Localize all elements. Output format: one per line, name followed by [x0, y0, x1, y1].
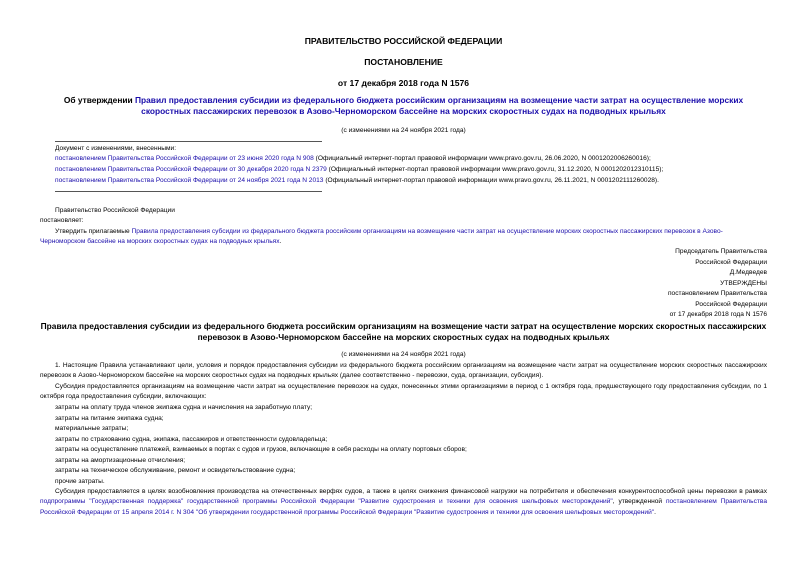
decree-304-link[interactable]: постановлением Правительства Российской Федерации от 15 апреля 2014 г. N 304 "Об утверждении государственной программы Российской Федерации "Развитие судостроения и техники для освоения шельфовых месторождений"	[40, 498, 767, 516]
p3-text-b: , утвержденной	[612, 498, 666, 506]
cost-list-item: затраты на питание экипажа судна;	[55, 415, 164, 422]
cost-list-item: затраты на техническое обслуживание, ремонт и освидетельствование судна;	[55, 467, 296, 474]
document-date: от 17 декабря 2018 года N 1576	[337, 78, 470, 88]
rules-paragraph-3	[40, 487, 767, 518]
amendment-link-1[interactable]: постановлением Правительства Российской Федерации от 23 июня 2020 года N 908	[55, 155, 314, 162]
signature-position: Председатель Правительства	[675, 248, 767, 255]
amendment-link-2[interactable]: постановлением Правительства Российской Федерации от 30 декабря 2020 года N 2379	[55, 166, 327, 173]
amendment-link-3[interactable]: постановлением Правительства Российской Федерации от 24 ноября 2021 года N 2013	[55, 177, 324, 184]
approve-suffix: .	[279, 238, 282, 246]
signature-country: Российской Федерации	[695, 259, 767, 266]
resolution-approve	[40, 227, 767, 248]
cost-list-item: затраты на оплату труда членов экипажа судна и начисления на заработную плату;	[55, 404, 313, 411]
changes-item	[55, 176, 659, 186]
approval-country: Российской Федерации	[695, 301, 767, 308]
cost-list-item: затраты на осуществление платежей, взимаемых в портах с судов и грузов, включающие в себя расходы на оплату портовых сборов;	[55, 446, 467, 453]
resolution-issuer: Правительство Российской Федерации	[55, 207, 175, 214]
document-title	[40, 95, 767, 117]
divider-top	[55, 141, 322, 142]
changes-intro: Документ с изменениями, внесенными:	[55, 145, 177, 152]
rules-paragraph-1: 1. Настоящие Правила устанавливают цели, условия и порядок предоставления субсидии из федерального бюджета российским организациям на возмещение части затрат на осуществление морских скоростных пассажирских перевозок в Азово-Черноморском бассейне на морских скоростных судах на подводных крыльях (далее соответственно - перевозки, суда, организации, субсидия).	[40, 362, 767, 380]
document-type: ПОСТАНОВЛЕНИЕ	[364, 57, 443, 67]
title-prefix: Об утверждении	[63, 95, 136, 105]
government-heading: ПРАВИТЕЛЬСТВО РОССИЙСКОЙ ФЕДЕРАЦИИ	[304, 36, 503, 46]
changes-item	[55, 154, 651, 164]
p3-text-a: Субсидия предоставляется в целях возобновления производства на отечественных верфях судов, а также в целях снижения финансовой нагрузки на потребителя и обеспечения конкурентоспособной цены перевозки в рамках	[55, 488, 767, 495]
approve-prefix: Утвердить прилагаемые	[55, 228, 132, 235]
approval-heading: УТВЕРЖДЕНЫ	[720, 280, 767, 287]
amendment-source-1: (Официальный интернет-портал правовой информации www.pravo.gov.ru, 26.06.2020, N 0001202006260016);	[313, 155, 651, 162]
divider-bottom	[55, 191, 322, 192]
amendments-note: (с изменениями на 24 ноября 2021 года)	[341, 127, 466, 134]
changes-item	[55, 165, 663, 175]
cost-list-item: затраты по страхованию судна, экипажа, пассажиров и ответственности судовладельца;	[55, 436, 328, 443]
signature-name: Д.Медведев	[729, 269, 767, 276]
subprogram-link[interactable]: подпрограммы "Государственная поддержка" государственной программы Российской Федерации "Развитие судостроения и техники для освоения шельфовых месторождений"	[40, 498, 613, 506]
rules-paragraph-2: Субсидия предоставляется организациям на возмещение части затрат на осуществление перевозок на судах, понесенных этими организациями в период с 1 октября года, предшествующего году предоставления субсидии, по 1 октября года предоставления субсидии, включающих:	[40, 383, 767, 401]
title-rules-link[interactable]: Правил предоставления субсидии из федерального бюджета российским организациям на возмещение части затрат на осуществление морских скоростных пассажирских перевозок в Азово-Черноморском бассейне на морских скоростных судах на подводных крыльях	[135, 95, 744, 116]
rules-amendments-note: (с изменениями на 24 ноября 2021 года)	[341, 351, 466, 358]
cost-list-item: прочие затраты.	[55, 478, 105, 485]
rules-title: Правила предоставления субсидии из федерального бюджета российским организациям на возмещение части затрат на осуществление морских скоростных пассажирских перевозок в Азово-Черноморском бассейне на морских скоростных судах на подводных крыльях	[40, 321, 767, 342]
resolution-decrees: постановляет:	[40, 217, 84, 224]
p3-text-c: .	[654, 508, 656, 516]
amendment-source-3: (Официальный интернет-портал правовой информации www.pravo.gov.ru, 26.11.2021, N 0001202111260028).	[323, 177, 659, 184]
approve-rules-link[interactable]: Правила предоставления субсидии из федерального бюджета российским организациям на возмещение части затрат на осуществление морских скоростных пассажирских перевозок в Азово-Черноморском бассейне на морских скоростных судах на подводных крыльях	[40, 228, 723, 246]
cost-list-item: затраты на амортизационные отчисления;	[55, 457, 186, 464]
approval-by: постановлением Правительства	[667, 290, 767, 297]
amendment-source-2: (Официальный интернет-портал правовой информации www.pravo.gov.ru, 31.12.2020, N 0001202012310115);	[326, 166, 664, 173]
approval-date: от 17 декабря 2018 года N 1576	[669, 311, 767, 318]
cost-list-item: материальные затраты;	[55, 425, 129, 432]
